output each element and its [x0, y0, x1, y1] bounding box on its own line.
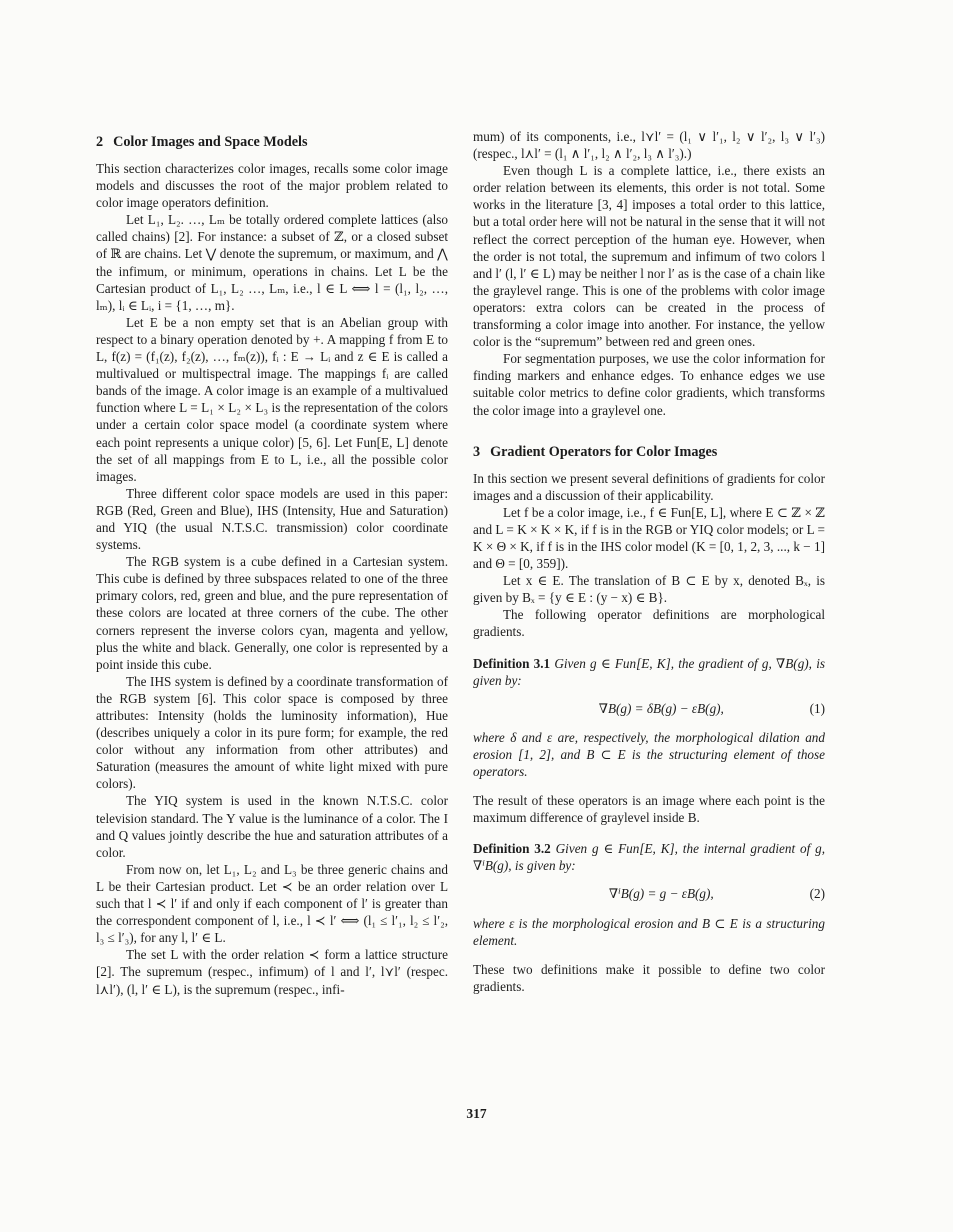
paragraph: The RGB system is a cube defined in a Cartesian system. This cube is defined by three subspaces related to one of the three primary colors, red, green and blue, and the pure representation of these colors are located at three corners of the cube. The other corners represent the inverse colors cyan, magenta and yellow, plus the white and black. Generally, one color is represented by a point inside this cube. — [96, 554, 448, 672]
section-number: 3 — [473, 443, 481, 460]
definition-continuation: where ε is the morphological erosion and B ⊂ E is a structuring element. — [473, 915, 825, 948]
definition-label: Definition 3.2 — [473, 841, 551, 857]
paragraph: mum) of its components, i.e., l⋎l′ = (l₁ ∨ l′₁, l₂ ∨ l′₂, l₃ ∨ l′₃) (respec., l⋏l′ = (l₁ ∧ l′₁, l₂ ∧ l′₂, l₃ ∧ l′₃).) — [473, 129, 825, 162]
left-column — [96, 128, 448, 998]
equation-1 — [473, 700, 825, 717]
paragraph: Even though L is a complete lattice, i.e., there exists an order relation between its elements, this order is not total. Some works in the literature [3, 4] imposes a total order to this lattice, but a total order here will not be natural in the sense that it will not reflect the correct perception of the human eye. However, when the order is not total, the supremum and infimum of two colors l and l′ (l, l′ ∈ L) may be neither l nor l′ as is the case of a chain like the graylevel range. This is one of the problems with color image operators: extra colors can be created in the process of transforming a color image into another. For instance, the yellow color is the “supremum” between red and green ones. — [473, 163, 825, 350]
paragraph: The result of these operators is an image where each point is the maximum difference of graylevel inside B. — [473, 793, 825, 826]
section-title: Color Images and Space Models — [113, 134, 308, 150]
equation-2 — [473, 885, 825, 902]
equation-body: ∇ⁱB(g) = g − εB(g), — [608, 886, 714, 902]
paragraph: These two definitions make it possible to define two color gradients. — [473, 961, 825, 994]
definition-continuation: where δ and ε are, respectively, the morphological dilation and erosion [1, 2], and B ⊂ E is the structuring element of those operators. — [473, 729, 825, 779]
paragraph: Let f be a color image, i.e., f ∈ Fun[E, L], where E ⊂ ℤ × ℤ and L = K × K × K, if f is in the RGB or YIQ color models; or L = K × Θ × K, if f is in the IHS color model (K = [0, 1, 2, 3, ..., k − 1] and Θ = [0, 359]). — [473, 504, 825, 572]
paragraph: The following operator definitions are morphological gradients. — [473, 607, 825, 640]
paragraph: This section characterizes color images, recalls some color image models and discusses the root of the major problem related to color image operators definition. — [96, 161, 448, 211]
right-column — [473, 128, 825, 995]
section-2-heading — [96, 133, 448, 151]
paragraph: The IHS system is defined by a coordinate transformation of the RGB system [6]. This color space is composed by three attributes: Intensity (holds the luminosity information), Hue (describes uniquely a color in its pure form; for example, the red color without any information from other attributes) and Saturation (measures the amount of white light mixed with pure colors). — [96, 673, 448, 792]
paragraph: In this section we present several definitions of gradients for color images and a discussion of their applicability. — [473, 470, 825, 503]
definition-text: Given g ∈ Fun[E, K], the gradient of g, ∇B(g), is given by: — [473, 655, 825, 688]
paragraph: For segmentation purposes, we use the color information for finding markers and enhance edges. To enhance edges we use suitable color metrics to define color gradients, which transforms the color image into a graylevel one. — [473, 351, 825, 418]
definition-text: Given g ∈ Fun[E, K], the internal gradient of g, ∇ⁱB(g), is given by: — [473, 841, 825, 874]
page-number: 317 — [466, 1106, 487, 1121]
paragraph: Three different color space models are used in this paper: RGB (Red, Green and Blue), IHS (Intensity, Hue and Saturation) and YIQ (the usual N.T.S.C. transmission) color coordinate systems. — [96, 485, 448, 553]
paragraph: Let x ∈ E. The translation of B ⊂ E by x, denoted Bₓ, is given by Bₓ = {y ∈ E : (y − x) ∈ B}. — [473, 573, 825, 606]
paragraph: Let L₁, L₂. …, Lₘ be totally ordered complete lattices (also called chains) [2]. For instance: a subset of ℤ, or a closed subset of ℝ are chains. Let ⋁ denote the supremum, or maximum, and ⋀ the infimum, or minimum, operations in chains. Let L be the Cartesian product of L₁, L₂ …, Lₘ, i.e., l ∈ L ⟺ l = (l₁, l₂, …, lₘ), lᵢ ∈ Lᵢ, i = {1, …, m}. — [96, 212, 448, 313]
definition-label: Definition 3.1 — [473, 655, 551, 671]
paragraph: The set L with the order relation ≺ form a lattice structure [2]. The supremum (respec., infimum) of l and l′, l⋎l′ (respec. l⋏l′), (l, l′ ∈ L), is the supremum (respec., infi- — [96, 947, 448, 997]
paragraph: From now on, let L₁, L₂ and L₃ be three generic chains and L be their Cartesian product. Let ≺ be an order relation over L such that l ≺ l′ if and only if each component of l′ is greater than the correspondent component of l, i.e., l ≺ l′ ⟺ (l₁ ≤ l′₁, l₂ ≤ l′₂, l₃ ≤ l′₃), for any l, l′ ∈ L. — [96, 861, 448, 946]
paragraph: The YIQ system is used in the known N.T.S.C. color television standard. The Y value is the luminance of a color. The I and Q values jointly describe the hue and saturation attributes of a color. — [96, 793, 448, 860]
equation-body: ∇B(g) = δB(g) − εB(g), — [598, 700, 724, 716]
section-3-heading — [473, 443, 825, 461]
equation-number: (2) — [809, 886, 825, 902]
paragraph: Let E be a non empty set that is an Abelian group with respect to a binary operation denoted by +. A mapping f from E to L, f(z) = (f₁(z), f₂(z), …, fₘ(z)), fᵢ : E → Lᵢ and z ∈ E is called a multivalued or multispectral image. The mappings fᵢ are called bands of the image. A color image is an example of a multivalued function where L = L₁ × L₂ × L₃ is the representation of the colors under a certain color space model (a coordinate system where each point represents a unique color) [5, 6]. Let Fun[E, L] denote the set of all mappings from E to L, i.e., all the possible color images. — [96, 314, 448, 484]
section-number: 2 — [96, 134, 104, 150]
section-title: Gradient Operators for Color Images — [490, 443, 718, 460]
definition-3-2 — [473, 840, 825, 874]
definition-3-1 — [473, 655, 825, 689]
equation-number: (1) — [809, 700, 825, 716]
section-spacer — [473, 419, 825, 438]
